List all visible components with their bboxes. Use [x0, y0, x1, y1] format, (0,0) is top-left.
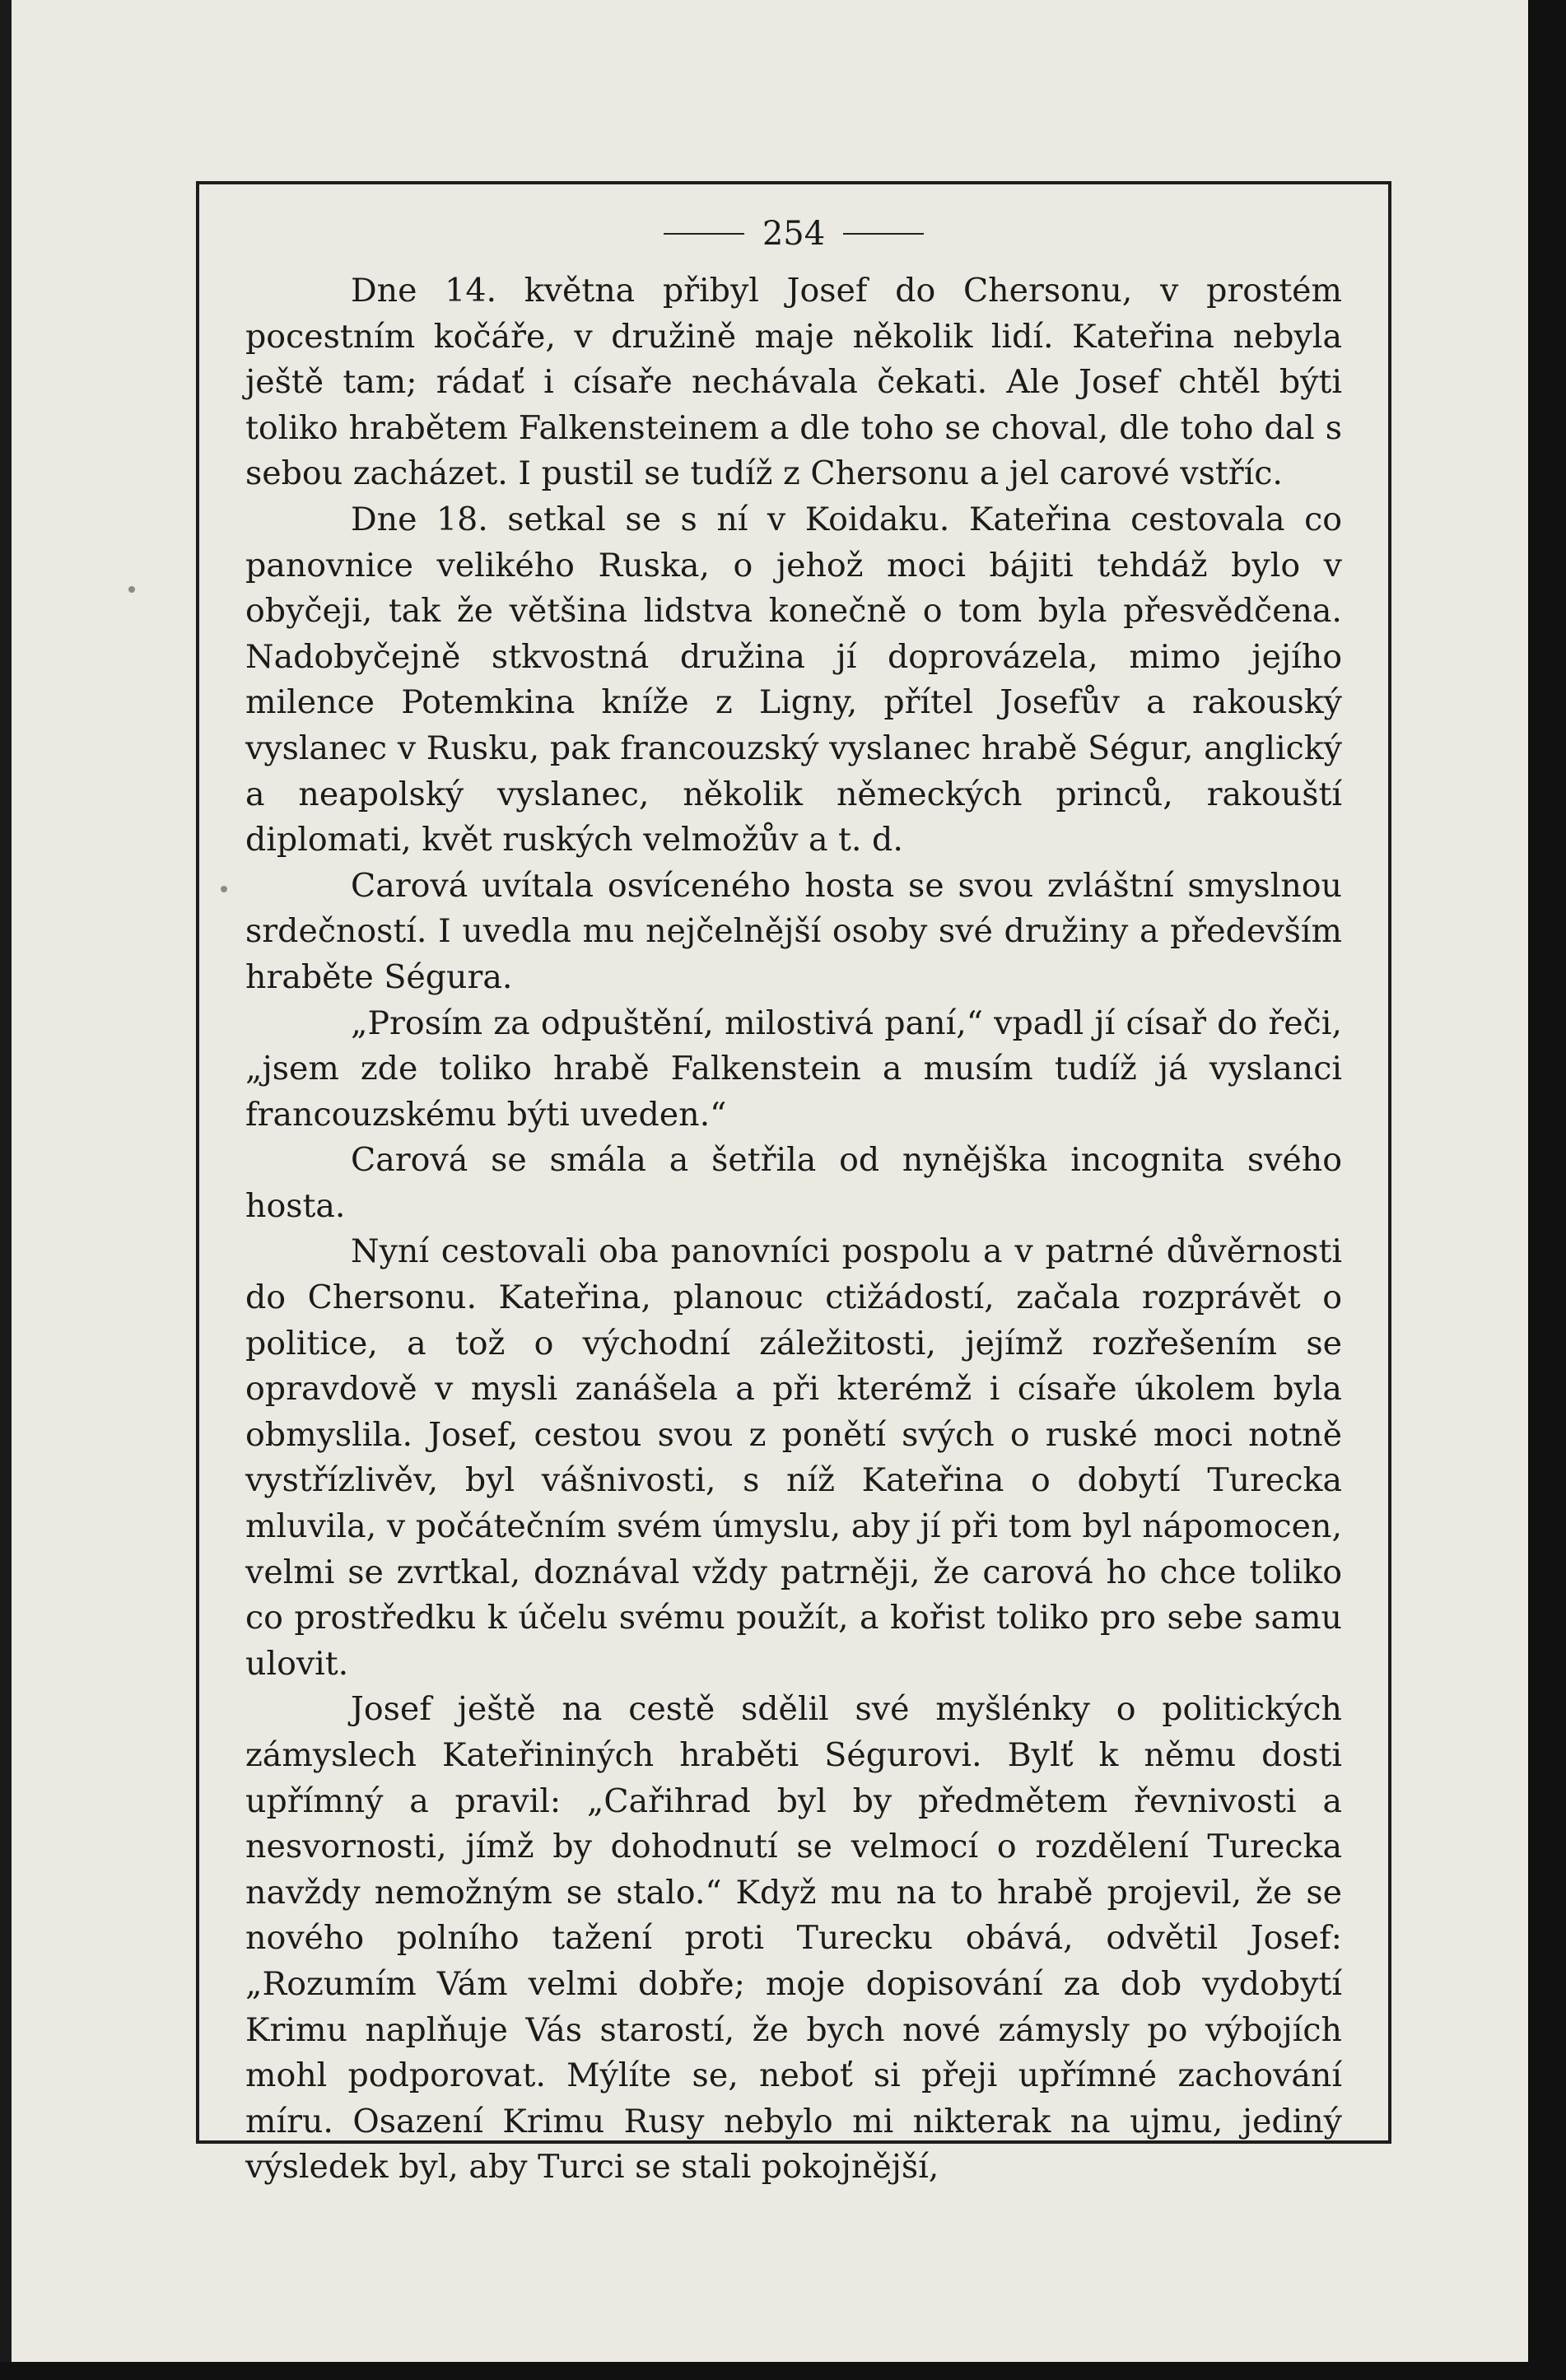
page-number-dash-left: [664, 233, 744, 235]
scan-border-bottom: [0, 2362, 1566, 2380]
paragraph: „Prosím za odpuštění, milostivá paní,“ vpadl jí císař do řeči, „jsem zde toliko hrabě Falkenstein a musím tudíž já vyslanci francouzskému býti uveden.“: [245, 1004, 1342, 1134]
paragraph: Dne 14. května přibyl Josef do Chersonu, v prostém pocestním kočáře, v družině maje několik lidí. Kateřina nebyla ještě tam; rádať i císaře nechávala čekati. Ale Josef chtěl býti toliko hrabětem Falkensteinem a dle toho se choval, dle toho dal s sebou zacházet. I pustil se tudíž z Chersonu a jel carové vstříc.: [245, 272, 1342, 493]
page-number: 254: [762, 215, 826, 253]
paragraph: Dne 18. setkal se s ní v Koidaku. Kateřina cestovala co panovnice velikého Ruska, o jehož moci bájiti tehdáž bylo v obyčeji, tak že většina lidstva konečně o tom byla přesvědčena. Nadobyčejně stkvostná družina jí doprovázela, mimo jejího milence Potemkina kníže z Ligny, přítel Josefův a rakouský vyslanec v Rusku, pak francouzský vyslanec hrabě Ségur, anglický a neapolský vyslanec, několik německých princů, rakouští diplomati, květ ruských velmožův a t. d.: [245, 500, 1342, 859]
paper-speck: [128, 586, 135, 593]
page-content: [245, 217, 1342, 2191]
scan-border-left: [0, 0, 12, 2380]
paragraph: Josef ještě na cestě sdělil své myšlénky o politických zámyslech Kateřininých hraběti Ségurovi. Bylť k němu dosti upřímný a pravil: „Cařihrad byl by předmětem řevnivosti a nesvornosti, jímž by dohodnutí se velmocí o rozdělení Turecka navždy nemožným se stalo.“ Když mu na to hrabě projevil, že se nového polního tažení proti Turecku obává, odvětil Josef: „Rozumím Vám velmi dobře; moje dopisování za dob vydobytí Krimu naplňuje Vás starostí, že bych nové zámysly po výbojích mohl podporovat. Mýlíte se, neboť si přeji upřímné zachování míru. Osazení Krimu Rusy nebylo mi nikterak na ujmu, jediný výsledek byl, aby Turci se stali pokojnější,: [245, 1690, 1342, 2187]
page-frame: [196, 181, 1391, 2187]
scan-border-right: [1528, 0, 1566, 2380]
page-number-dash-right: [843, 233, 924, 235]
paragraph: Nyní cestovali oba panovníci pospolu a v patrné důvěrnosti do Chersonu. Kateřina, planouc ctižádostí, začala rozprávět o politice, a tož o východní záležitosti, jejímž rozřešením se opravdově v mysli zanášela a při kterémž i císaře úkolem byla obmyslila. Josef, cestou svou z ponětí svých o ruské moci notně vystřízlivěv, byl vášnivosti, s níž Kateřina o dobytí Turecka mluvila, v počátečním svém úmyslu, aby jí při tom byl nápomocen, velmi se zvrtkal, doznával vždy patrněji, že carová ho chce toliko co prostředku k účelu svému použít, a kořist toliko pro sebe samu ulovit.: [245, 1232, 1342, 1683]
page-number-header: [245, 215, 1342, 253]
body-text: [245, 268, 1342, 2191]
paragraph: Carová se smála a šetřila od nynějška incognita svého hosta.: [245, 1141, 1342, 1225]
paragraph: Carová uvítala osvíceného hosta se svou zvláštní smyslnou srdečností. I uvedla mu nejčelnější osoby své družiny a především hraběte Ségura.: [245, 866, 1342, 996]
